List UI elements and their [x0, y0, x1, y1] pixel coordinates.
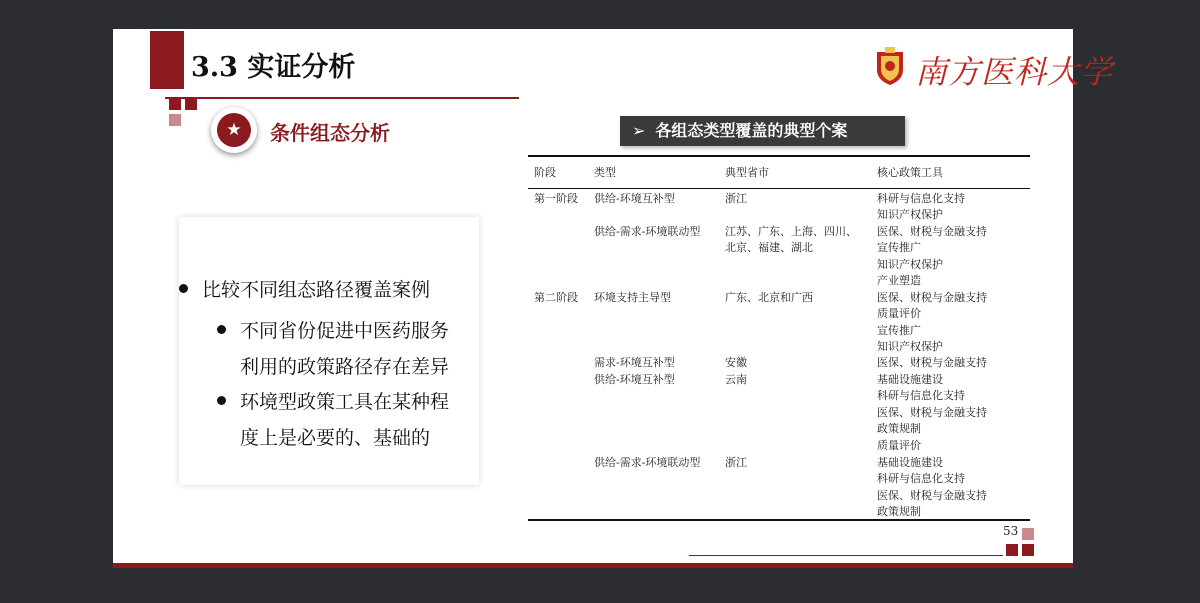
province-cell: 浙江 — [725, 456, 747, 469]
tool-cell: 质量评价 — [877, 439, 921, 452]
province-cell: 广东、北京和广西 — [725, 291, 813, 304]
tool-cell: 医保、财税与金融支持 — [877, 406, 987, 419]
type-cell: 供给-环境互补型 — [594, 373, 675, 386]
presentation-slide — [113, 29, 1114, 568]
stage-cell: 第一阶段 — [534, 192, 578, 205]
tool-cell: 产业塑造 — [877, 274, 921, 287]
decor-square — [169, 114, 181, 126]
page-number: 53 — [1003, 524, 1019, 538]
decor-square — [1022, 528, 1034, 540]
decor-square — [1006, 544, 1018, 556]
star-icon: ★ — [217, 113, 251, 147]
table-header: 核心政策工具 — [877, 166, 943, 179]
table-rule — [528, 519, 1030, 521]
tool-cell: 宣传推广 — [877, 324, 921, 337]
tool-cell: 政策规制 — [877, 422, 921, 435]
tool-cell: 科研与信息化支持 — [877, 192, 965, 205]
table-header: 典型省市 — [725, 166, 769, 179]
tool-cell: 科研与信息化支持 — [877, 389, 965, 402]
tool-cell: 知识产权保护 — [877, 208, 943, 221]
viewer-top-bar — [0, 0, 1200, 29]
tool-cell: 宣传推广 — [877, 241, 921, 254]
title-accent-bar — [150, 31, 184, 89]
table-header: 阶段 — [534, 166, 556, 179]
section-subtitle: 条件组态分析 — [270, 121, 390, 145]
decor-square — [185, 98, 197, 110]
type-cell: 供给-需求-环境联动型 — [594, 456, 701, 469]
type-cell: 供给-需求-环境联动型 — [594, 225, 701, 238]
bullet-dot-icon — [179, 284, 188, 293]
footer-line — [689, 555, 1003, 556]
province-cell: 安徽 — [725, 356, 747, 369]
province-cell: 北京、福建、湖北 — [725, 241, 813, 254]
viewer-bottom-bar — [0, 568, 1200, 603]
decor-square — [169, 98, 181, 110]
tool-cell: 基础设施建设 — [877, 456, 943, 469]
tool-cell: 医保、财税与金融支持 — [877, 291, 987, 304]
tool-cell: 基础设施建设 — [877, 373, 943, 386]
bullet-dot-icon — [217, 325, 226, 334]
tool-cell: 质量评价 — [877, 307, 921, 320]
tool-cell: 医保、财税与金融支持 — [877, 356, 987, 369]
province-cell: 浙江 — [725, 192, 747, 205]
stage-cell: 第二阶段 — [534, 291, 578, 304]
page-title: 3.3 实证分析 — [191, 52, 356, 83]
province-cell: 云南 — [725, 373, 747, 386]
table-rule — [528, 155, 1030, 157]
bullet-dot-icon — [217, 396, 226, 405]
bullet-item: 比较不同组态路径覆盖案例 — [179, 275, 430, 302]
tool-cell: 医保、财税与金融支持 — [877, 489, 987, 502]
table-header: 类型 — [594, 166, 616, 179]
tool-cell: 科研与信息化支持 — [877, 472, 965, 485]
bullet-item: 环境型政策工具在某种程 度上是必要的、基础的 — [217, 384, 449, 456]
arrow-icon: ➢ — [632, 121, 646, 140]
tool-cell: 知识产权保护 — [877, 340, 943, 353]
tool-cell: 政策规制 — [877, 505, 921, 518]
university-emblem-icon — [873, 46, 907, 86]
type-cell: 需求-环境互补型 — [594, 356, 675, 369]
type-cell: 环境支持主导型 — [594, 291, 671, 304]
province-cell: 江苏、广东、上海、四川、 — [725, 225, 857, 238]
table-rule — [528, 188, 1030, 189]
title-underline — [165, 97, 519, 99]
type-cell: 供给-环境互补型 — [594, 192, 675, 205]
tool-cell: 医保、财税与金融支持 — [877, 225, 987, 238]
table-caption-banner: ➢ 各组态类型覆盖的典型个案 — [620, 116, 905, 146]
university-logo-text: 南方医科大学 — [915, 53, 1114, 91]
tool-cell: 知识产权保护 — [877, 258, 943, 271]
decor-square — [1022, 544, 1034, 556]
bullet-item: 不同省份促进中医药服务 利用的政策路径存在差异 — [217, 313, 449, 385]
